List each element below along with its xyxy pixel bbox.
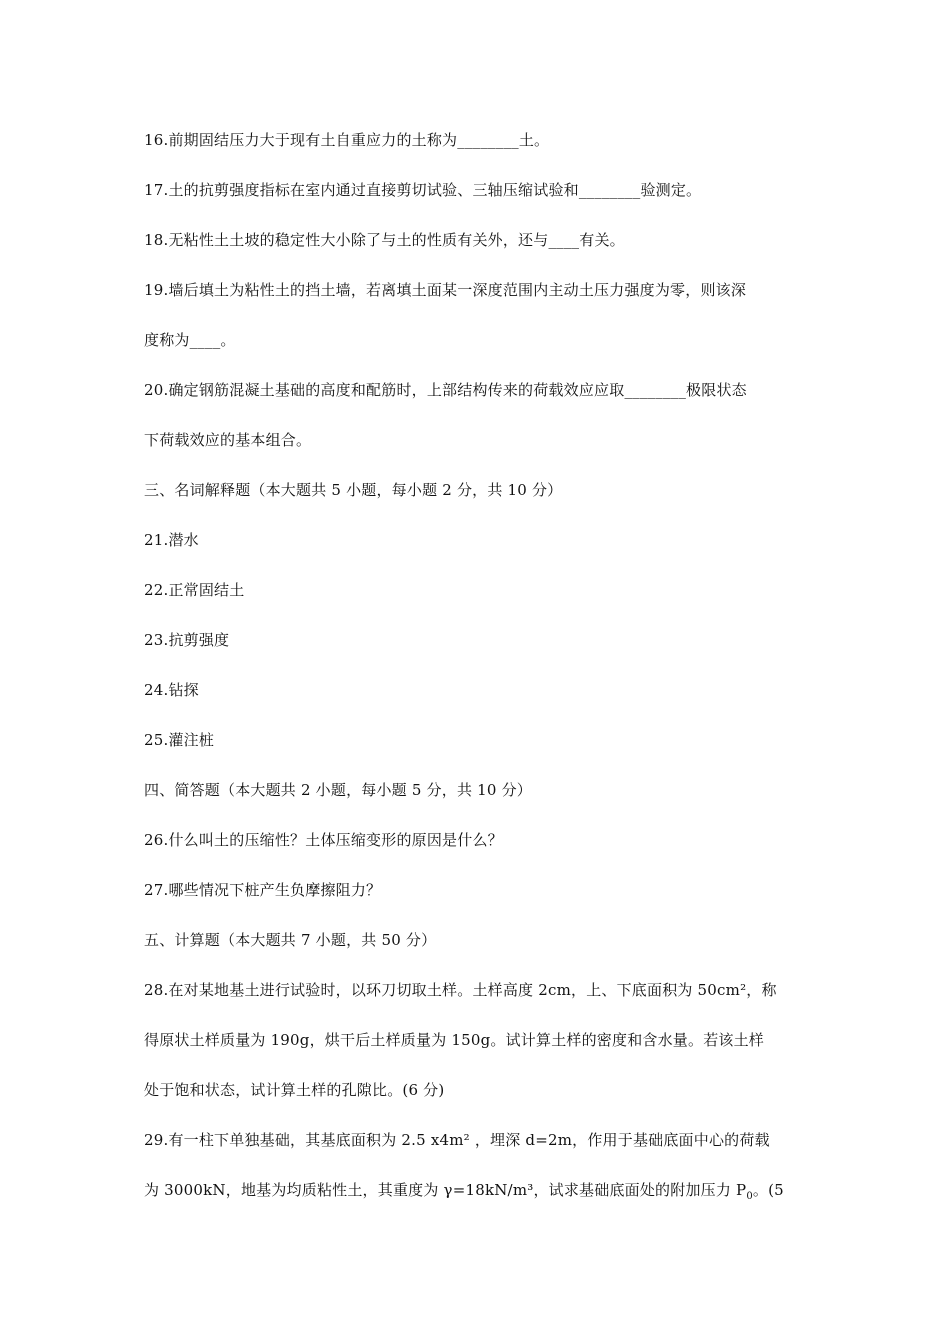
subscript-zero: 0 [746,1191,753,1202]
question-26: 26.什么叫土的压缩性？土体压缩变形的原因是什么？ [144,831,503,849]
section-heading-4: 四、简答题（本大题共 2 小题，每小题 5 分，共 10 分） [144,781,532,799]
question-28-line-1: 28.在对某地基土进行试验时，以环刀切取土样。土样高度 2cm，上、下底面积为 50cm²，称 [144,981,777,999]
question-20-line-1: 20.确定钢筋混凝土基础的高度和配筋时，上部结构传来的荷载效应应取________极限状态 [144,381,747,399]
question-25: 25.灌注桩 [144,731,215,749]
question-22: 22.正常固结土 [144,581,245,599]
question-17: 17.土的抗剪强度指标在室内通过直接剪切试验、三轴压缩试验和________验测定。 [144,181,702,199]
section-heading-3: 三、名词解释题（本大题共 5 小题，每小题 2 分，共 10 分） [144,481,563,499]
section-heading-5: 五、计算题（本大题共 7 小题，共 50 分） [144,931,437,949]
question-29-line-1: 29.有一柱下单独基础，其基底面积为 2.5 x4m² ，埋深 d=2m，作用于基础底面中心的荷载 [144,1131,770,1149]
question-29-line-2 [144,1179,814,1208]
question-29-line-2-text: 为 3000kN，地基为均质粘性土，其重度为 γ=18kN/m³，试求基础底面处的附加压力 P [144,1181,747,1199]
question-28-line-3: 处于饱和状态，试计算土样的孔隙比。(6 分) [144,1081,445,1099]
question-28-line-2: 得原状土样质量为 190g，烘干后土样质量为 150g。试计算土样的密度和含水量。若该土样 [144,1031,765,1049]
question-29-line-2-tail: 。(5 [752,1181,784,1199]
question-18: 18.无粘性土土坡的稳定性大小除了与土的性质有关外，还与____有关。 [144,231,625,249]
question-19-line-1: 19.墙后填土为粘性土的挡土墙，若离填土面某一深度范围内主动土压力强度为零，则该深 [144,281,747,299]
question-20-line-2: 下荷载效应的基本组合。 [144,431,312,449]
question-24: 24.钻探 [144,681,199,699]
question-16: 16.前期固结压力大于现有土自重应力的土称为________土。 [144,131,550,149]
question-19-line-2: 度称为____。 [144,331,236,349]
question-27: 27.哪些情况下桩产生负摩擦阻力？ [144,881,382,899]
question-21: 21.潜水 [144,531,199,549]
question-23: 23.抗剪强度 [144,631,230,649]
